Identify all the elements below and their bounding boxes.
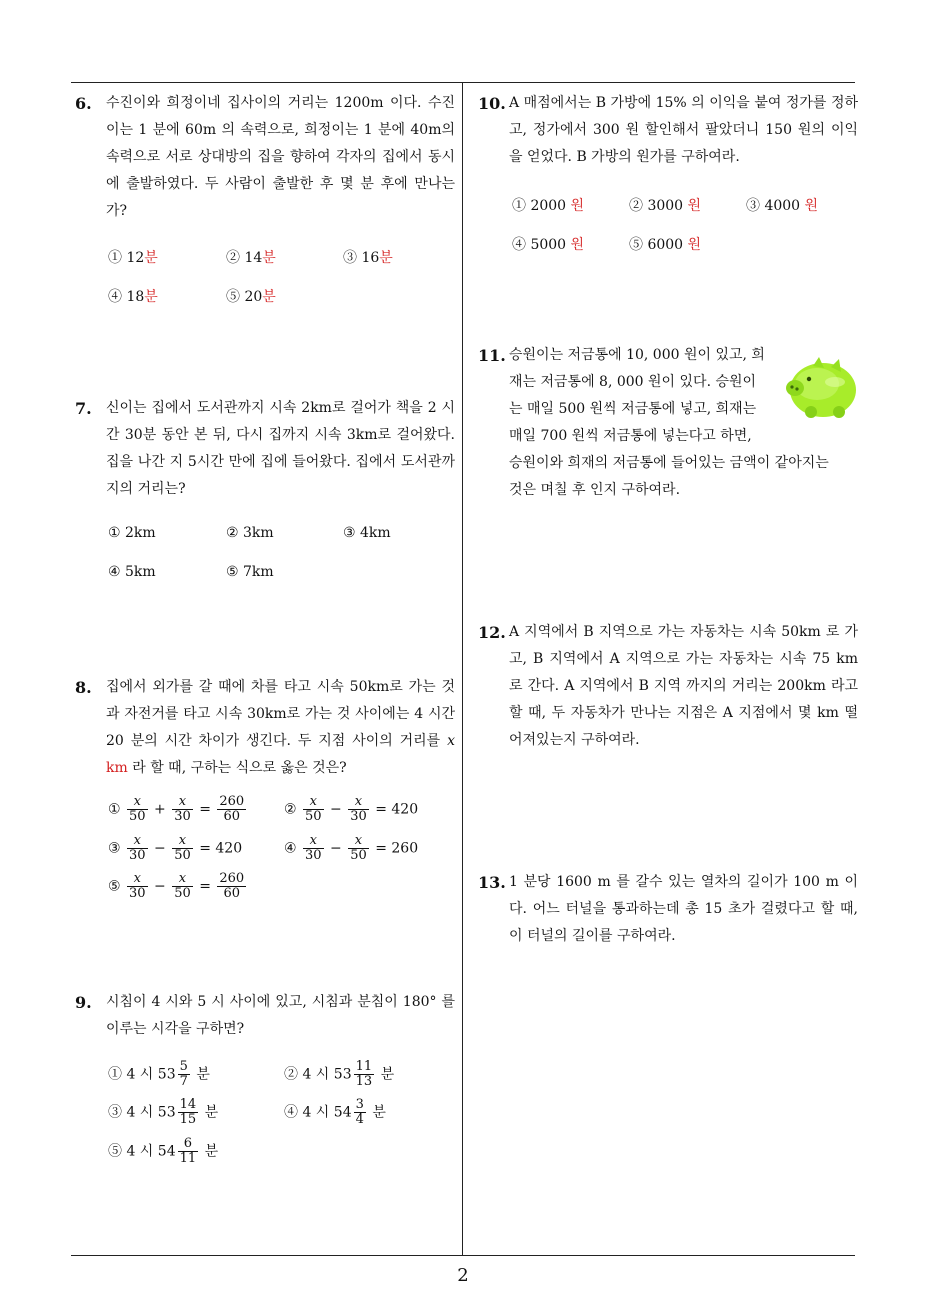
- option-3[interactable]: ③ 16분: [343, 250, 393, 266]
- problem-10: [478, 90, 858, 171]
- option-3[interactable]: ③ 4km: [343, 525, 391, 541]
- option-4[interactable]: ④ 4 시 54 $\frac{3}{4}$ 분: [284, 1097, 386, 1127]
- problem-number: 12.: [478, 623, 506, 642]
- option-1[interactable]: ① 2km: [108, 525, 156, 541]
- problem-number: 9.: [75, 993, 92, 1012]
- option-1[interactable]: ① 4 시 53 $\frac{5}{7}$ 분: [108, 1059, 210, 1089]
- option-2[interactable]: ② 3000 원: [629, 198, 702, 214]
- problem-text: 시침이 4 시와 5 시 사이에 있고, 시침과 분침이 180° 를 이루는 시각을 구하면?: [106, 994, 455, 1037]
- option-2[interactable]: ② 14분: [226, 250, 276, 266]
- option-3[interactable]: ③ $\frac{x}{30}$ − $\frac{x}{50}$ = 420: [108, 833, 243, 863]
- option-5[interactable]: ⑤ 7km: [226, 564, 274, 580]
- option-2[interactable]: ② $\frac{x}{50}$ − $\frac{x}{30}$ = 420: [284, 794, 419, 824]
- problem-number: 13.: [478, 873, 506, 892]
- option-4[interactable]: ④ 18분: [108, 289, 158, 305]
- problem-text: 승원이는 저금통에 10, 000 원이 있고, 희 재는 저금통에 8, 000 원이 있다. 승원이 는 매일 500 원씩 저금통에 넣고, 희재는 매일 700 원씩 저금통에 넣는다고 하면, 승원이와 희재의 저금통에 들어있는 금액이 같아지는 것은 며칠 후 인지 구하여라.: [509, 347, 829, 498]
- page-number: 2: [457, 1265, 469, 1286]
- option-1[interactable]: ① 12분: [108, 250, 158, 266]
- option-4[interactable]: ④ 5km: [108, 564, 156, 580]
- problem-8: [75, 674, 455, 782]
- problem-text: A 지역에서 B 지역으로 가는 자동차는 시속 50km 로 가고, B 지역에서 A 지역으로 가는 자동차는 시속 75 km 로 간다. A 지역에서 B 지역 까지의 거리는 200km 라고 할 때, 두 자동차가 만나는 지점은 A 지점에서 몇 km 떨어져있는지 구하여라.: [509, 624, 858, 748]
- option-2[interactable]: ② 4 시 53 $\frac{11}{13}$ 분: [284, 1059, 395, 1089]
- option-4[interactable]: ④ 5000 원: [512, 237, 585, 253]
- option-3[interactable]: ③ 4 시 53 $\frac{14}{15}$ 분: [108, 1097, 219, 1127]
- bottom-rule: [71, 1255, 855, 1256]
- problem-number: 10.: [478, 94, 506, 113]
- problem-number: 8.: [75, 678, 92, 697]
- problem-6: [75, 90, 455, 225]
- problem-text: 1 분당 1600 m 를 갈수 있는 열차의 길이가 100 m 이다. 어느 터널을 통과하는데 총 15 초가 걸렸다고 할 때, 이 터널의 길이를 구하여라.: [509, 874, 858, 944]
- problem-number: 6.: [75, 94, 92, 113]
- problem-13: [478, 869, 858, 950]
- option-5[interactable]: ⑤ 6000 원: [629, 237, 702, 253]
- option-5[interactable]: ⑤ 4 시 54 $\frac{6}{11}$ 분: [108, 1136, 219, 1166]
- option-2[interactable]: ② 3km: [226, 525, 274, 541]
- option-1[interactable]: ① 2000 원: [512, 198, 585, 214]
- problem-text: A 매점에서는 B 가방에 15% 의 이익을 붙여 정가를 정하고, 정가에서 300 원 할인해서 팔았더니 150 원의 이익을 얻었다. B 가방의 원가를 구하여라.: [509, 95, 858, 165]
- problem-7: [75, 395, 455, 503]
- column-divider: [462, 82, 463, 1256]
- top-rule: [71, 82, 855, 83]
- option-5[interactable]: ⑤ $\frac{x}{30}$ − $\frac{x}{50}$ = $\frac{260}{60}$: [108, 871, 245, 901]
- problem-text: 신이는 집에서 도서관까지 시속 2km로 걸어가 책을 2 시간 30분 동안 본 뒤, 다시 집까지 시속 3km로 걸어왔다. 집을 나간 지 5시간 만에 집에 들어왔다. 집에서 도서관까지의 거리는?: [106, 400, 455, 497]
- option-1[interactable]: ① $\frac{x}{50}$ + $\frac{x}{30}$ = $\frac{260}{60}$: [108, 794, 245, 824]
- problem-number: 11.: [478, 346, 506, 365]
- option-3[interactable]: ③ 4000 원: [746, 198, 819, 214]
- problem-text: 수진이와 희정이네 집사이의 거리는 1200m 이다. 수진이는 1 분에 60m 의 속력으로, 희정이는 1 분에 40m의 속력으로 서로 상대방의 집을 향하여 각자의 집에서 동시에 출발하였다. 두 사람이 출발한 후 몇 분 후에 만나는가?: [106, 95, 455, 219]
- problem-number: 7.: [75, 399, 92, 418]
- option-5[interactable]: ⑤ 20분: [226, 289, 276, 305]
- piggy-bank-image: [783, 352, 859, 422]
- problem-9: [75, 989, 455, 1043]
- option-4[interactable]: ④ $\frac{x}{30}$ − $\frac{x}{50}$ = 260: [284, 833, 419, 863]
- problem-text: 집에서 외가를 갈 때에 차를 타고 시속 50km로 가는 것과 자전거를 타고 시속 30km로 가는 것 사이에는 4 시간 20 분의 시간 차이가 생긴다. 두 지점 사이의 거리를 x km 라 할 때, 구하는 식으로 옳은 것은?: [106, 679, 455, 776]
- problem-12: [478, 619, 858, 754]
